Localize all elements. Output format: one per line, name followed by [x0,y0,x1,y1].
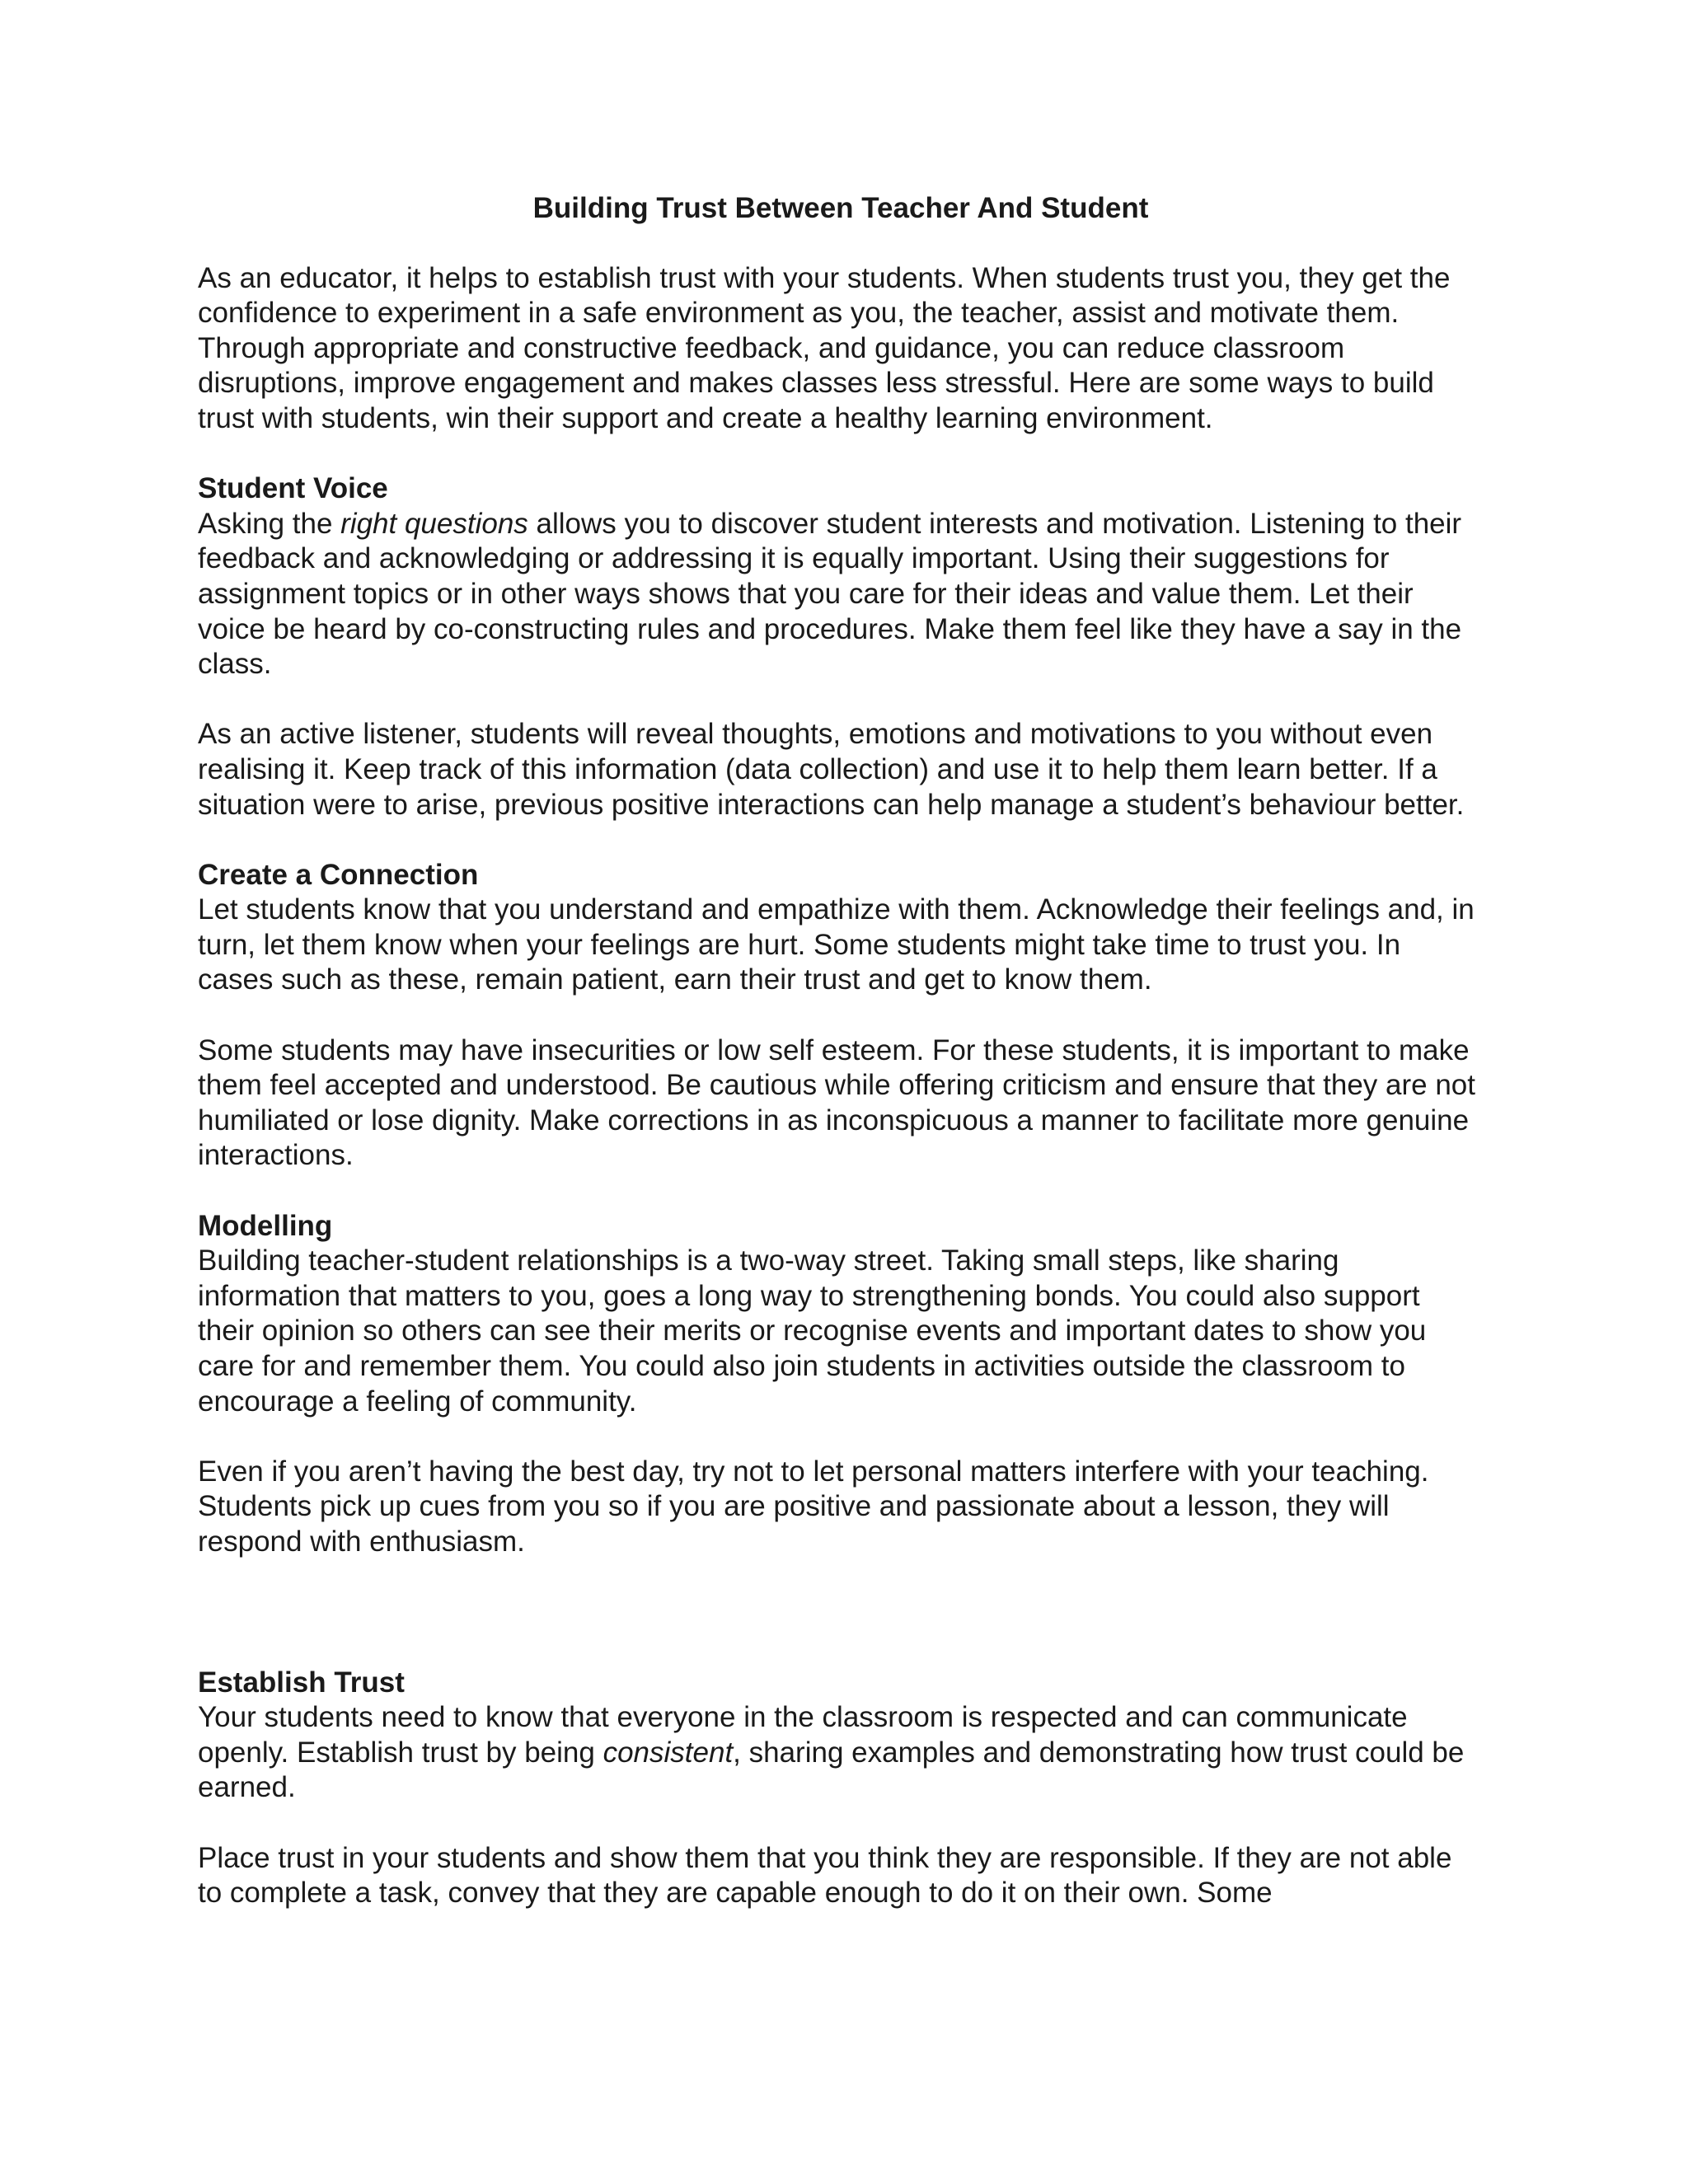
text-run: allows you to discover student interests and motivation. Listening to their feedback and acknowledging or addressing it is equally important. Using their suggestions for assignment topics or in other ways shows that you care for their ideas and value them. Let their voice be heard by co-constructing rules and procedures. Make them feel like they have a say in the class. [198,507,1462,681]
create-connection-paragraph-1: Let students know that you understand and empathize with them. Acknowledge their feelings and, in turn, let them know when your feelings are hurt. Some students might take time to trust you. In cases such as these, remain patient, earn their trust and get to know them. [198,893,1475,996]
modelling-paragraph-1: Building teacher-student relationships is a two-way street. Taking small steps, like sharing information that matters to you, goes a long way to strengthening bonds. You could also support their opinion so others can see their merits or recognise events and important dates to show you care for and remember them. You could also join students in activities outside the classroom to encourage a feeling of community. [198,1244,1427,1418]
intro-paragraph: As an educator, it helps to establish trust with your students. When students trust you, they get the confidence to experiment in a safe environment as you, the teacher, assist and motivate them. Through appropriate and constructive feedback, and guidance, you can reduce classroom disruptions, improve engagement and makes classes less stressful. Here are some ways to build trust with students, win their support and create a healthy learning environment. [198,261,1451,434]
document-body [198,191,1484,1911]
text-run: , sharing examples and demonstrating how trust could be earned. [198,1736,1465,1804]
section-heading-create-a-connection: Create a Connection [198,858,479,891]
section-heading-establish-trust: Establish Trust [198,1666,405,1699]
create-connection-paragraph-2: Some students may have insecurities or low self esteem. For these students, it is important to make them feel accepted and understood. Be cautious while offering criticism and ensure that they are not humiliated or lose dignity. Make corrections in as inconspicuous a manner to facilitate more genuine interactions. [198,1033,1475,1172]
emphasis-text: consistent [603,1736,734,1769]
emphasis-text: right questions [340,507,528,540]
section-heading-student-voice: Student Voice [198,472,388,505]
student-voice-paragraph-2: As an active listener, students will reveal thoughts, emotions and motivations to you without even realising it. Keep track of this information (data collection) and use it to help them learn better. If a situation were to arise, previous positive interactions can help manage a student’s behaviour better. [198,718,1465,821]
modelling-paragraph-2: Even if you aren’t having the best day, try not to let personal matters interfere with your teaching. Students pick up cues from you so if you are positive and passionate about a lesson, they will respond with enthusiasm. [198,1455,1429,1558]
document-title: Building Trust Between Teacher And Student [532,192,1149,224]
establish-trust-paragraph-1 [198,1700,1484,1806]
student-voice-paragraph-1 [198,507,1484,682]
establish-trust-paragraph-2: Place trust in your students and show them that you think they are responsible. If they are not able to complete a task, convey that they are capable enough to do it on their own. Some [198,1841,1452,1910]
section-heading-modelling: Modelling [198,1209,333,1242]
text-run: Asking the [198,507,341,540]
text-run: Your students need to know that everyone in the classroom is respected and can communicate openly. Establish trust by being [198,1701,1408,1769]
